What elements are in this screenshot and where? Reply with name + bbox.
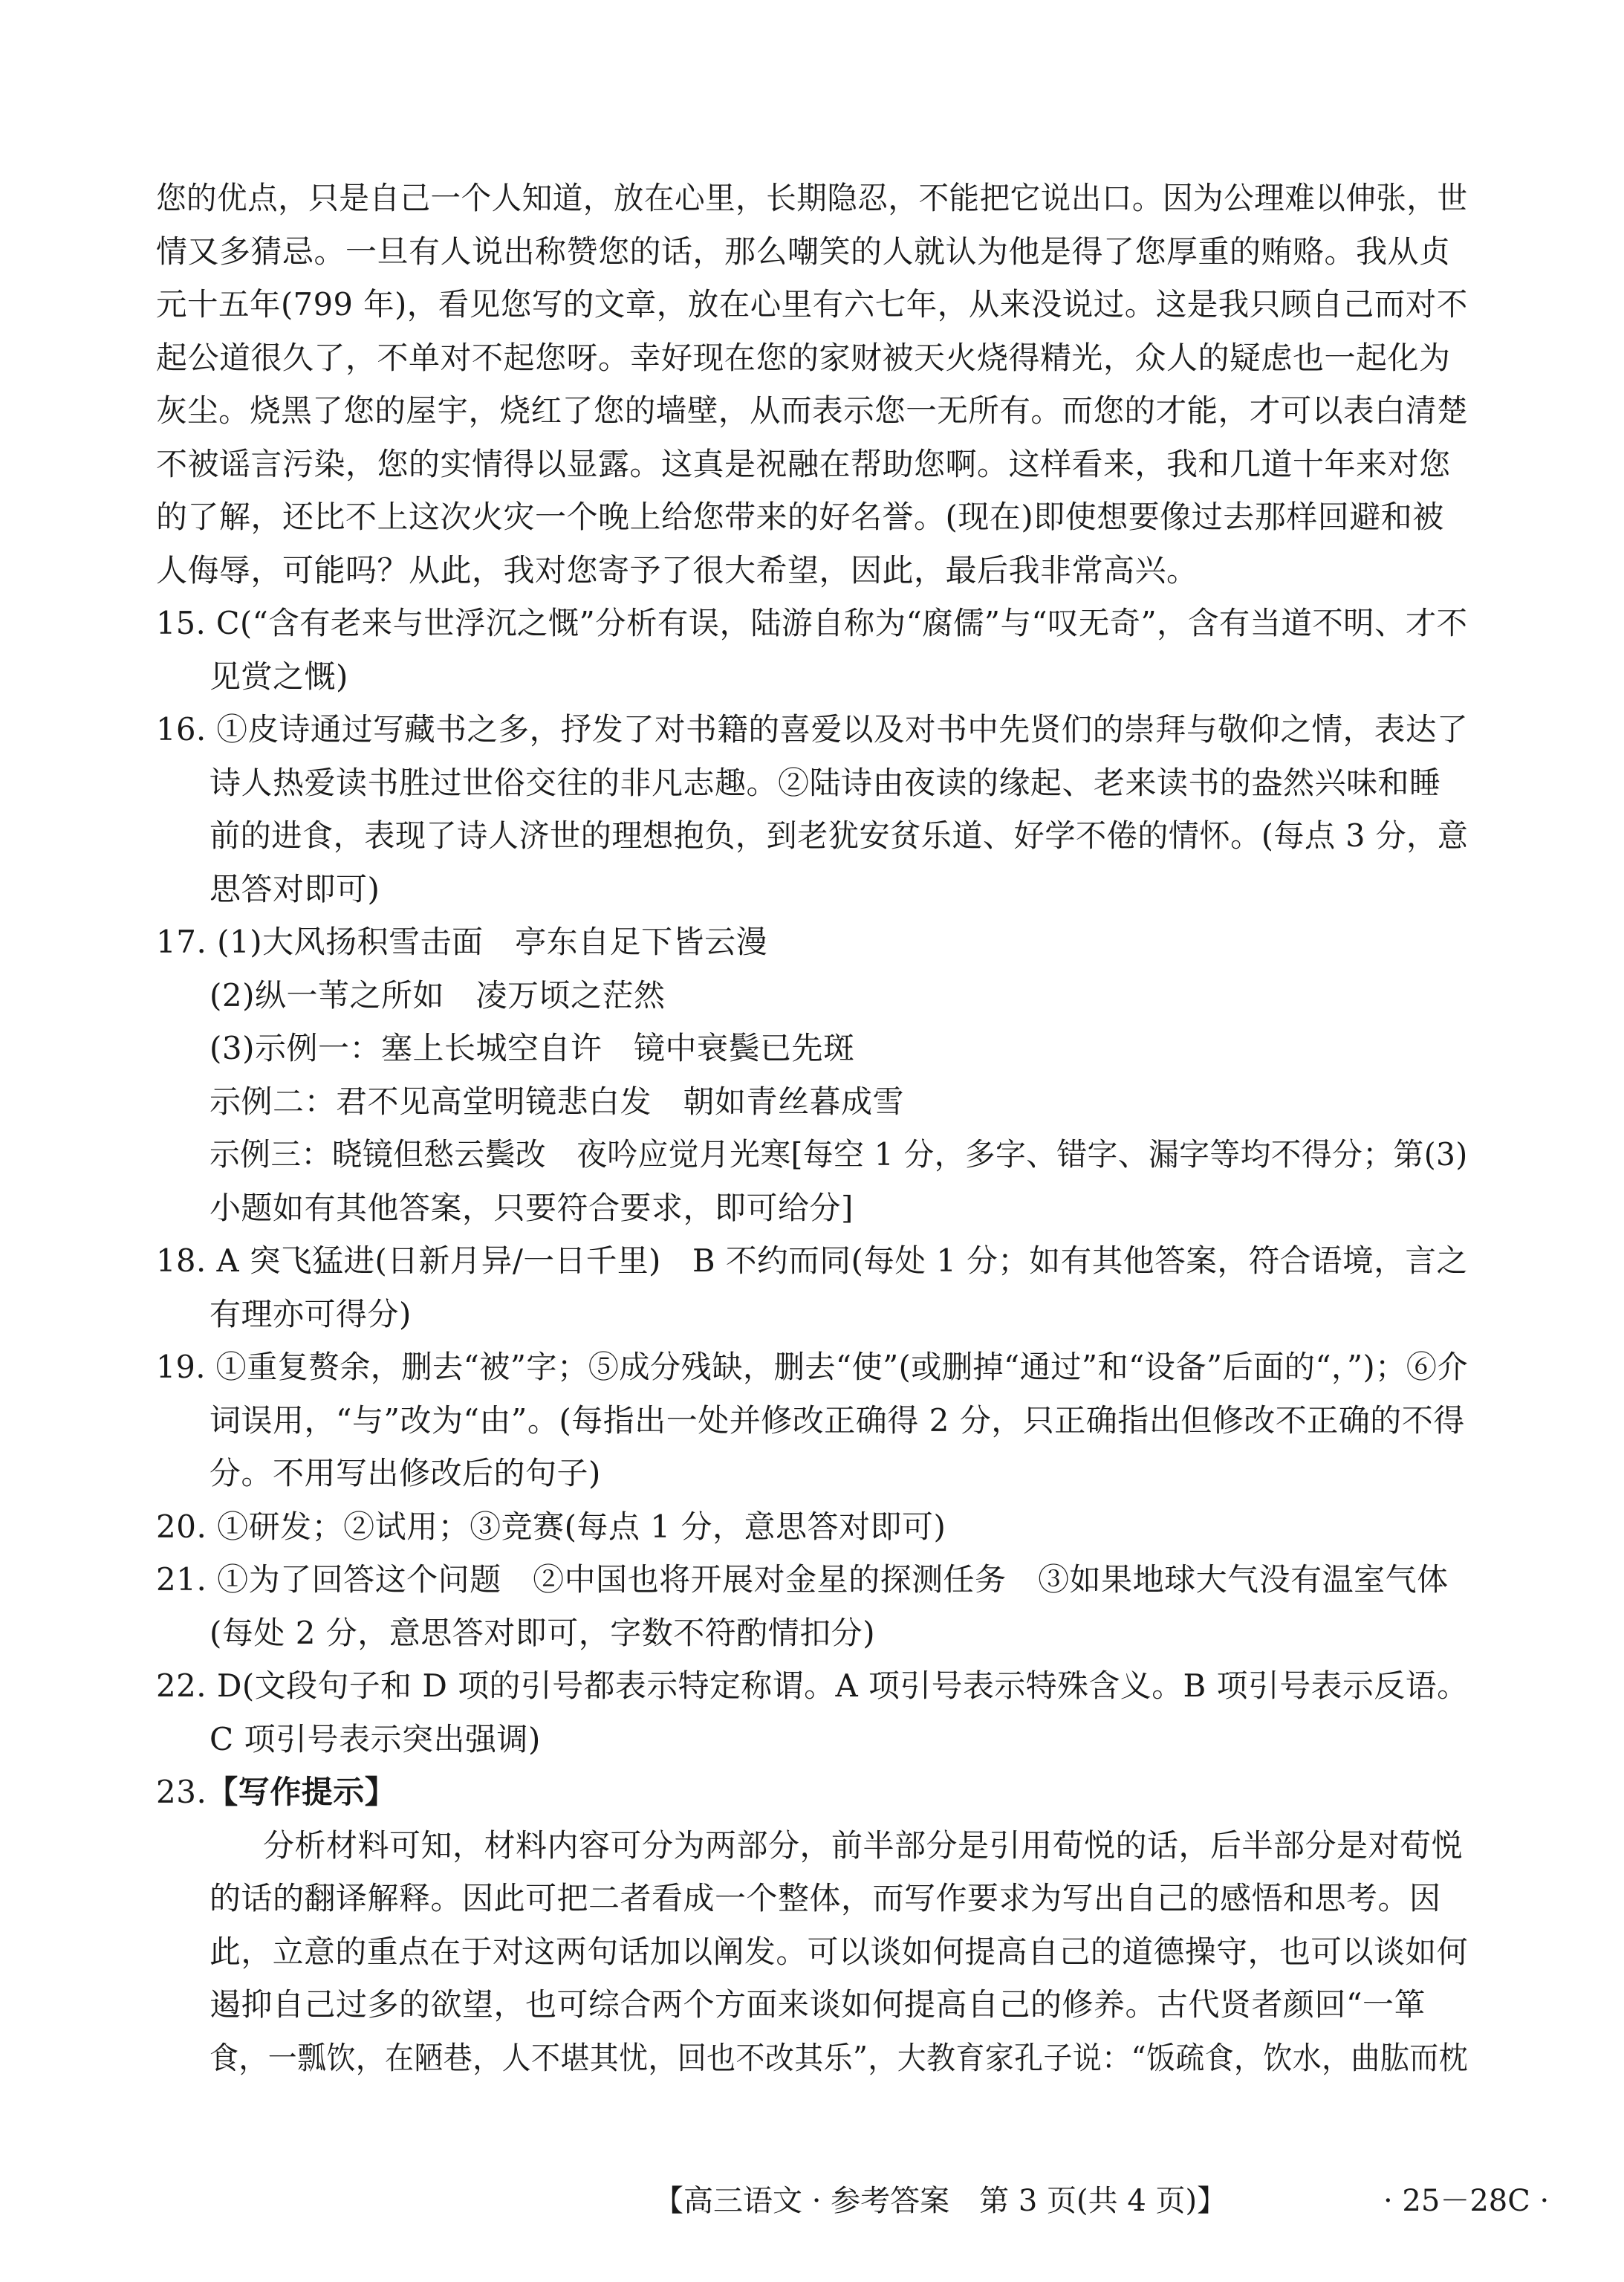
answer-15-cont: 见赏之慨) bbox=[210, 658, 348, 695]
translation-line: 不被谣言污染，您的实情得以显露。这真是祝融在帮助您啊。这样看来，我和几道十年来对您 bbox=[156, 446, 1451, 482]
answer-17-part2: (2)纵一苇之所如 凌万顷之茫然 bbox=[210, 977, 666, 1014]
answer-23-text: 食，一瓢饮，在陋巷，人不堪其忧，回也不改其乐”，大教育家孔子说：“饭疏食，饮水，曲肱而枕 bbox=[210, 2040, 1468, 2076]
translation-line: 人侮辱，可能吗？从此，我对您寄予了很大希望，因此，最后我非常高兴。 bbox=[156, 552, 1198, 589]
translation-line: 您的优点，只是自己一个人知道，放在心里，长期隐忍，不能把它说出口。因为公理难以伸张，世 bbox=[156, 180, 1468, 216]
footer-page-info: 【高三语文 · 参考答案 第 3 页(共 4 页)】 bbox=[654, 2184, 1227, 2218]
translation-line: 起公道很久了，不单对不起您呀。幸好现在您的家财被天火烧得精光，众人的疑虑也一起化为 bbox=[156, 340, 1451, 376]
translation-line: 元十五年(799 年)，看见您写的文章，放在心里有六七年，从来没说过。这是我只顾自己而对不 bbox=[156, 286, 1468, 322]
answer-23-text: 此，立意的重点在于对这两句话加以阐发。可以谈如何提高自己的道德操守，也可以谈如何 bbox=[210, 1933, 1469, 1970]
answer-22: 22. D(文段句子和 D 项的引号都表示特定称谓。A 项引号表示特殊含义。B 项引号表示反语。 bbox=[156, 1667, 1469, 1704]
answer-22-cont: C 项引号表示突出强调) bbox=[210, 1721, 541, 1757]
answer-16-cont: 诗人热爱读书胜过世俗交往的非凡志趣。②陆诗由夜读的缘起、老来读书的盎然兴味和睡 bbox=[210, 765, 1441, 801]
translation-line: 的了解，还比不上这次火灾一个晚上给您带来的好名誉。(现在)即使想要像过去那样回避和被 bbox=[156, 499, 1444, 535]
answer-23-text: 的话的翻译解释。因此可把二者看成一个整体，而写作要求为写出自己的感悟和思考。因 bbox=[210, 1880, 1441, 1916]
answer-23-heading bbox=[156, 1770, 396, 1815]
answer-17-part3: (3)示例一：塞上长城空自许 镜中衰鬓已先斑 bbox=[210, 1030, 855, 1066]
answer-17-example3: 示例三：晓镜但愁云鬓改 夜吟应觉月光寒[每空 1 分，多字、错字、漏字等均不得分；第(3) bbox=[210, 1136, 1468, 1173]
translation-line: 情又多猜忌。一旦有人说出称赞您的话，那么嘲笑的人就认为他是得了您厚重的贿赂。我从贞 bbox=[156, 233, 1451, 270]
answer-19: 19. ①重复赘余，删去“被”字；⑤成分残缺，删去“使”(或删掉“通过”和“设备”后面的“，”)；⑥介 bbox=[156, 1349, 1469, 1385]
answer-23-text: 遏抑自己过多的欲望，也可综合两个方面来谈如何提高自己的修养。古代贤者颜回“一箪 bbox=[210, 1986, 1426, 2023]
answer-19-cont: 词误用，“与”改为“由”。(每指出一处并修改正确得 2 分，只正确指出但修改不正确的不得 bbox=[210, 1402, 1465, 1439]
answer-21-cont: (每处 2 分，意思答对即可，字数不符酌情扣分) bbox=[210, 1615, 876, 1651]
answer-15: 15. C(“含有老来与世浮沉之慨”分析有误，陆游自称为“腐儒”与“叹无奇”，含有当道不明、才不 bbox=[156, 605, 1468, 641]
answer-17-cont: 小题如有其他答案，只要符合要求，即可给分] bbox=[210, 1190, 854, 1226]
writing-tips-label: 【写作提示】 bbox=[207, 1774, 397, 1810]
answer-23-text: 分析材料可知，材料内容可分为两部分，前半部分是引用荀悦的话，后半部分是对荀悦 bbox=[263, 1827, 1464, 1864]
answer-20: 20. ①研发；②试用；③竞赛(每点 1 分，意思答对即可) bbox=[156, 1508, 946, 1545]
answer-16-cont: 思答对即可) bbox=[210, 871, 380, 907]
answer-17-example2: 示例二：君不见高堂明镜悲白发 朝如青丝暮成雪 bbox=[210, 1083, 905, 1120]
answer-19-cont: 分。不用写出修改后的句子) bbox=[210, 1455, 601, 1491]
page-footer bbox=[0, 2179, 1624, 2223]
translation-line: 灰尘。烧黑了您的屋宇，烧红了您的墙壁，从而表示您一无所有。而您的才能，才可以表白清楚 bbox=[156, 392, 1469, 429]
answer-17: 17. (1)大风扬积雪击面 亭东自足下皆云漫 bbox=[156, 924, 768, 960]
footer-code: · 25－28C · bbox=[1383, 2184, 1550, 2218]
answer-18-cont: 有理亦可得分) bbox=[210, 1296, 412, 1332]
answer-18: 18. A 突飞猛进(日新月异/一日千里) B 不约而同(每处 1 分；如有其他答案，符合语境，言之 bbox=[156, 1242, 1468, 1279]
answer-21: 21. ①为了回答这个问题 ②中国也将开展对金星的探测任务 ③如果地球大气没有温室气体 bbox=[156, 1561, 1449, 1598]
answer-16-cont: 前的进食，表现了诗人济世的理想抱负，到老犹安贫乐道、好学不倦的情怀。(每点 3 分，意 bbox=[210, 817, 1469, 854]
answer-16: 16. ①皮诗通过写藏书之多，抒发了对书籍的喜爱以及对书中先贤们的崇拜与敬仰之情，表达了 bbox=[156, 711, 1469, 748]
answer-23-number: 23. bbox=[156, 1774, 207, 1810]
